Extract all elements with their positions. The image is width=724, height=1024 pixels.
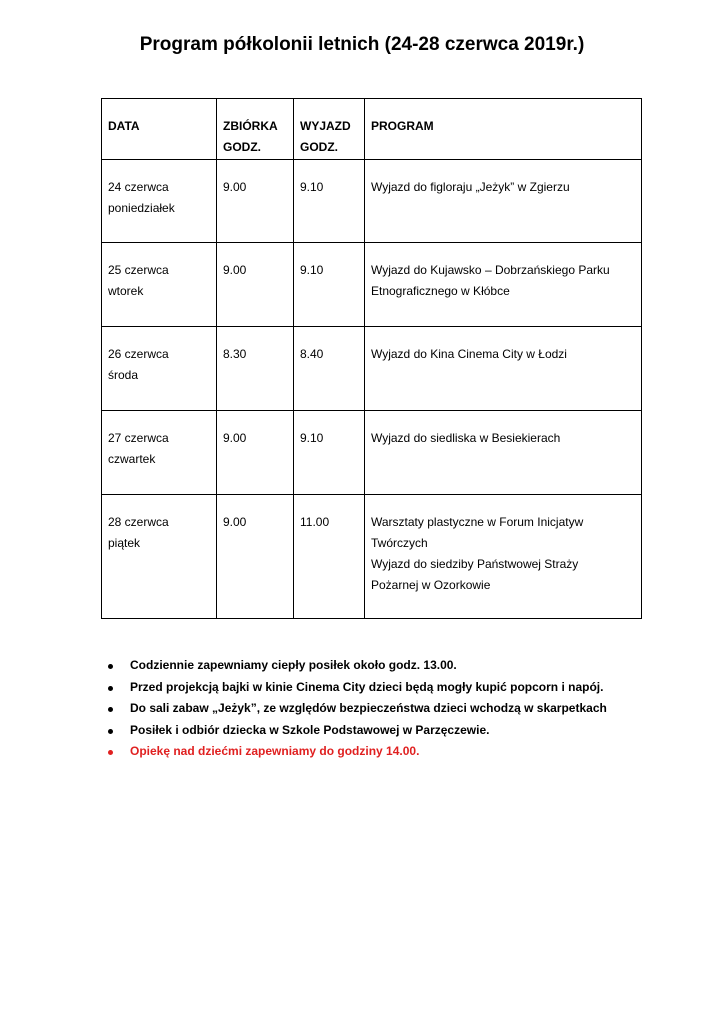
cell-program [365,243,642,327]
header-gathering-line2: GODZ. [223,140,261,154]
header-departure-line2: GODZ. [300,140,338,154]
table-row [102,411,642,495]
cell-date [102,327,217,411]
day-text: poniedziałek [108,201,175,215]
cell-date [102,495,217,619]
table-row [102,327,642,411]
bullet-icon [108,686,113,691]
notes-list [108,655,607,763]
date-text: 25 czerwca [108,263,169,277]
program-line: Twórczych [371,536,428,550]
date-text: 28 czerwca [108,515,169,529]
header-departure-time [294,99,365,160]
table-header-row [102,99,642,160]
cell-date [102,411,217,495]
program-line: Wyjazd do figloraju „Jeżyk” w Zgierzu [371,180,570,194]
cell-program [365,411,642,495]
cell-date [102,160,217,243]
table-row [102,243,642,327]
date-text: 26 czerwca [108,347,169,361]
cell-gathering: 8.30 [217,327,294,411]
cell-date [102,243,217,327]
note-text: Do sali zabaw „Jeżyk”, ze względów bezpieczeństwa dzieci wchodzą w skarpetkach [130,701,607,715]
header-date: DATA [102,99,217,160]
day-text: czwartek [108,452,156,466]
program-line: Wyjazd do Kujawsko – Dobrzańskiego Parku [371,263,610,277]
bullet-icon [108,750,113,755]
program-line: Wyjazd do siedziby Państwowej Straży [371,557,579,571]
table-row [102,495,642,619]
header-gathering-time [217,99,294,160]
program-line: Etnograficznego w Kłóbce [371,284,510,298]
schedule-table [101,98,642,619]
date-text: 27 czerwca [108,431,169,445]
cell-program [365,495,642,619]
note-text: Opiekę nad dziećmi zapewniamy do godziny 14.00. [130,744,420,758]
day-text: wtorek [108,284,144,298]
list-item [108,698,607,720]
cell-program [365,160,642,243]
program-line: Wyjazd do Kina Cinema City w Łodzi [371,347,567,361]
note-text: Codziennie zapewniamy ciepły posiłek około godz. 13.00. [130,658,457,672]
header-departure-line1: WYJAZD [300,119,351,133]
program-line: Warsztaty plastyczne w Forum Inicjatyw [371,515,584,529]
cell-departure: 9.10 [294,411,365,495]
cell-departure: 8.40 [294,327,365,411]
bullet-icon [108,729,113,734]
date-text: 24 czerwca [108,180,169,194]
header-program: PROGRAM [365,99,642,160]
cell-gathering: 9.00 [217,411,294,495]
cell-gathering: 9.00 [217,495,294,619]
bullet-icon [108,707,113,712]
table-row [102,160,642,243]
cell-departure: 11.00 [294,495,365,619]
list-item-highlighted [108,741,607,763]
cell-departure: 9.10 [294,160,365,243]
day-text: piątek [108,536,141,550]
note-text: Przed projekcją bajki w kinie Cinema City dzieci będą mogły kupić popcorn i napój. [130,679,604,694]
list-item [108,655,607,677]
note-text: Posiłek i odbiór dziecka w Szkole Podstawowej w Parzęczewie. [130,722,490,737]
header-gathering-line1: ZBIÓRKA [223,119,278,133]
bullet-icon [108,664,113,669]
page-title: Program półkolonii letnich (24-28 czerwca 2019r.) [139,34,585,55]
cell-departure: 9.10 [294,243,365,327]
cell-gathering: 9.00 [217,160,294,243]
list-item [108,677,607,699]
cell-program [365,327,642,411]
day-text: środa [108,368,139,382]
program-line: Wyjazd do siedliska w Besiekierach [371,431,561,445]
cell-gathering: 9.00 [217,243,294,327]
list-item [108,720,607,742]
program-line: Pożarnej w Ozorkowie [371,578,491,592]
